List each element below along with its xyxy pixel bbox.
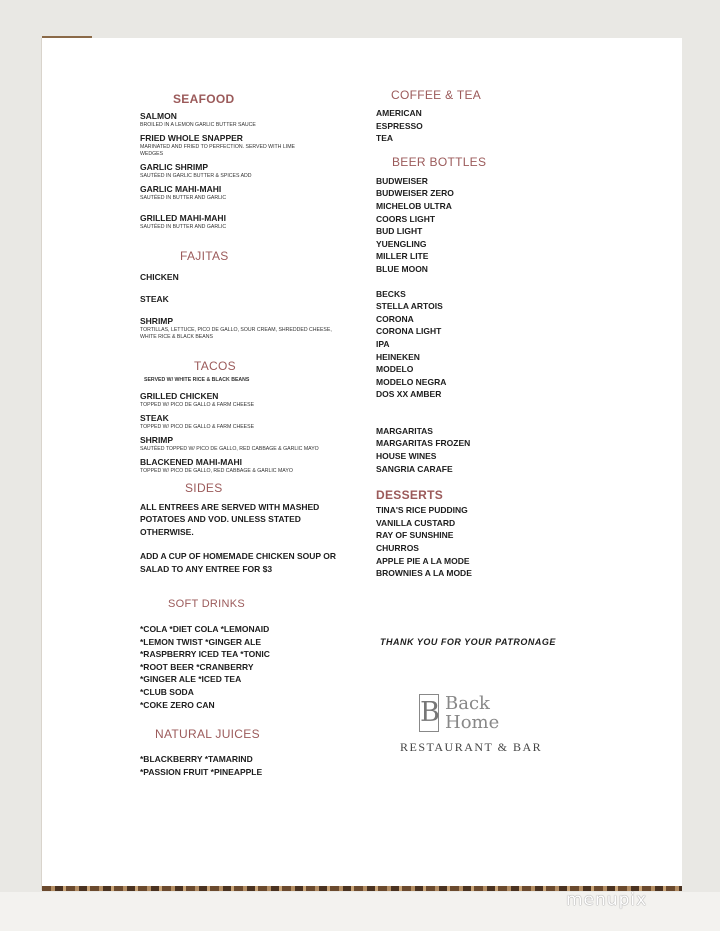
list-item: MICHELOB ULTRA [376,200,452,211]
list-item: BUDWEISER [376,175,428,186]
list-item: APPLE PIE A LA MODE [376,555,470,566]
menu-item [140,111,355,129]
menu-item [140,391,355,409]
list-item: DOS XX AMBER [376,389,442,400]
logo-letter: B [420,697,440,728]
list-item: AMERICAN [376,108,422,118]
list-item: COORS LIGHT [376,213,436,224]
coffee-tea-heading: COFFEE & TEA [391,88,482,102]
juice-line: *PASSION FRUIT *PINEAPPLE [140,766,263,777]
logo-word-back: Back [445,693,490,714]
item-name: SALMON [140,111,177,121]
item-name: CHICKEN [140,272,179,282]
menu-item [140,413,355,431]
item-name: STEAK [140,294,169,304]
list-item: RAY OF SUNSHINE [376,530,454,541]
item-name: SHRIMP [140,316,174,326]
beer-group [376,175,606,276]
list-item: CHURROS [376,543,419,554]
right-column [376,88,606,580]
left-column [140,92,355,778]
item-name: GRILLED MAHI-MAHI [140,213,226,223]
seafood-section [140,92,355,231]
menu-item [140,435,355,453]
menu-item [140,162,355,180]
tacos-heading: TACOS [194,359,236,373]
soft-drinks-section [140,597,355,711]
list-item: CORONA [376,313,414,324]
menupix-watermark: menupix [566,890,648,910]
drink-line: *RASPBERRY ICED TEA *TONIC [140,649,270,660]
logo-mark [419,694,439,732]
menu-item [140,213,355,231]
list-item: MODELO [376,364,414,375]
desserts-section [376,488,606,580]
list-item: HEINEKEN [376,351,420,362]
list-item: MARGARITAS FROZEN [376,438,471,449]
list-item: YUENGLING [376,238,427,249]
left-rule [41,38,42,890]
list-item: CORONA LIGHT [376,326,442,337]
sides-heading: SIDES [185,481,223,495]
fajitas-heading: FAJITAS [180,249,229,263]
list-item: ESPRESSO [376,120,423,131]
drinks-group [376,425,606,475]
item-desc: SAUTÉED IN BUTTER AND GARLIC [140,224,227,230]
logo-subtitle: RESTAURANT & BAR [400,740,543,754]
drink-line: *GINGER ALE *ICED TEA [140,674,242,685]
item-desc: TOPPED W/ PICO DE GALLO, RED CABBAGE & GARLIC MAYO [140,468,293,474]
logo-word-home: Home [445,712,500,733]
drink-line: *COLA *DIET COLA *LEMONAID [140,624,270,635]
item-desc: TOPPED W/ PICO DE GALLO & FARM CHEESE [140,424,255,430]
list-item: SANGRIA CARAFE [376,463,453,474]
item-desc: TORTILLAS, LETTUCE, PICO DE GALLO, SOUR CREAM, SHREDDED CHEESE, WHITE RICE & BLACK BEANS [140,327,332,340]
item-desc: MARINATED AND FRIED TO PERFECTION. SERVED WITH LIME WEDGES [140,144,295,157]
item-desc: BROILED IN A LEMON GARLIC BUTTER SAUCE [140,122,256,128]
item-name: BLACKENED MAHI-MAHI [140,457,242,467]
menu-item [140,316,355,341]
list-item: TEA [376,133,393,144]
sides-addon: ADD A CUP OF HOMEMADE CHICKEN SOUP OR SALAD TO ANY ENTREE FOR $3 [140,551,336,574]
soft-drinks-heading: SOFT DRINKS [168,598,246,611]
list-item: HOUSE WINES [376,451,437,462]
drink-line: *ROOT BEER *CRANBERRY [140,661,254,672]
restaurant-logo [400,693,555,764]
item-name: SHRIMP [140,435,174,445]
drink-line: *CLUB SODA [140,687,194,697]
fajitas-section [140,249,355,341]
natural-juices-heading: NATURAL JUICES [155,727,260,742]
list-item: BLUE MOON [376,263,428,274]
natural-juices-section [140,727,355,778]
list-item: BUDWEISER ZERO [376,188,454,199]
sides-note: ALL ENTREES ARE SERVED WITH MASHED POTATOES AND VOD. UNLESS STATED OTHERWISE. [140,502,320,537]
item-name: GARLIC MAHI-MAHI [140,184,222,194]
sides-section [140,481,355,575]
list-item: STELLA ARTOIS [376,301,443,312]
coffee-tea-section [376,88,606,145]
list-item: MILLER LITE [376,251,429,262]
list-item: BECKS [376,288,406,299]
menu-item [140,184,355,202]
seafood-heading: SEAFOOD [173,92,235,106]
list-item: BUD LIGHT [376,226,423,237]
beer-group [376,288,606,401]
menu-item [140,457,355,475]
item-name: GARLIC SHRIMP [140,162,208,172]
item-desc: TOPPED W/ PICO DE GALLO & FARM CHEESE [140,402,255,408]
item-name: FRIED WHOLE SNAPPER [140,133,243,143]
list-item: MARGARITAS [376,425,433,436]
thank-you-note: THANK YOU FOR YOUR PATRONAGE [380,637,556,647]
list-item: MODELO NEGRA [376,376,447,387]
list-item: VANILLA CUSTARD [376,517,456,528]
item-name: STEAK [140,413,169,423]
drink-line: *LEMON TWIST *GINGER ALE [140,636,262,647]
tacos-section [140,359,355,475]
beer-bottles-heading: BEER BOTTLES [392,154,487,169]
top-rule [42,36,92,38]
tacos-note: SERVED W/ WHITE RICE & BLACK BEANS [144,377,250,383]
list-item: IPA [376,338,390,349]
list-item: BROWNIES A LA MODE [376,568,472,579]
list-item: TINA'S RICE PUDDING [376,505,468,516]
item-desc: SAUTÉED IN GARLIC BUTTER & SPICES ADD [140,173,252,179]
menu-item [140,133,355,158]
item-desc: SAUTÉED TOPPED W/ PICO DE GALLO, RED CABBAGE & GARLIC MAYO [140,446,319,452]
item-name: GRILLED CHICKEN [140,391,219,401]
beer-bottles-section [376,155,606,475]
item-desc: SAUTÉED IN BUTTER AND GARLIC [140,195,227,201]
desserts-heading: DESSERTS [376,488,444,503]
juice-line: *BLACKBERRY *TAMARIND [140,754,253,765]
drink-line: *COKE ZERO CAN [140,699,215,710]
